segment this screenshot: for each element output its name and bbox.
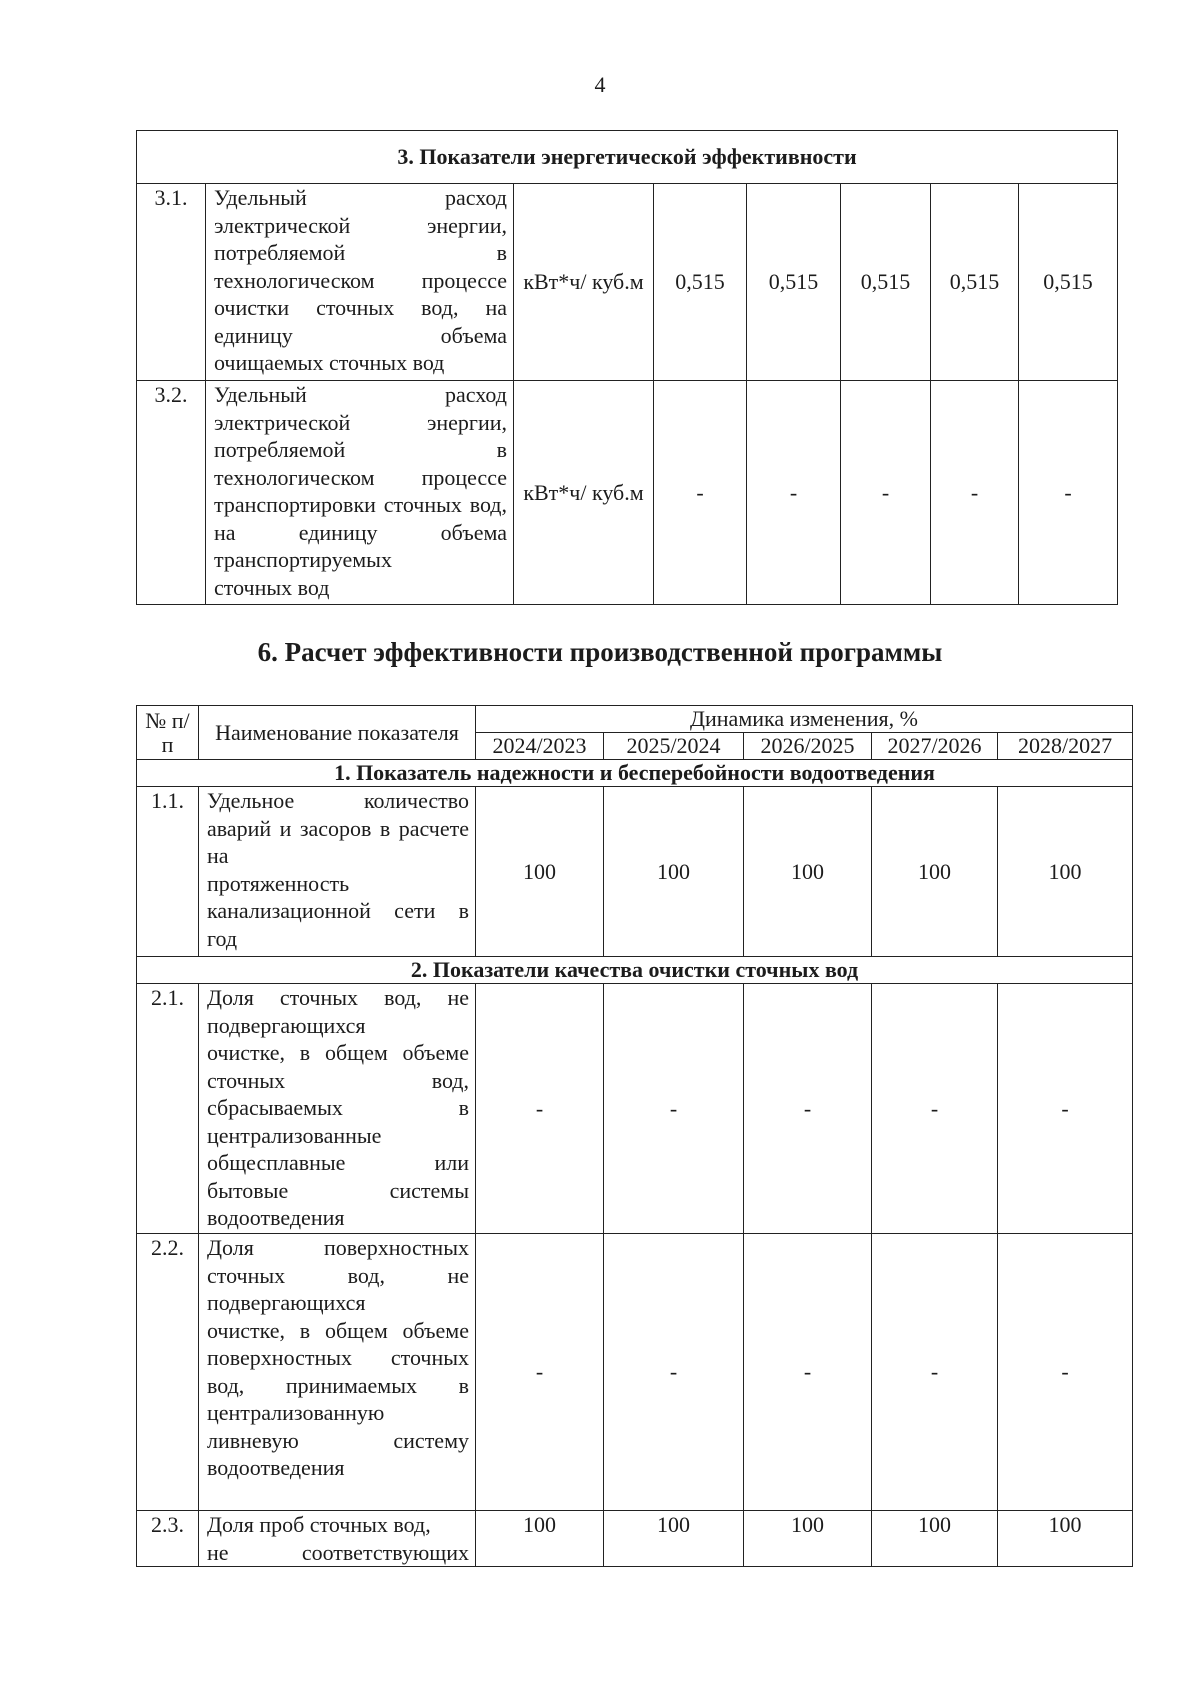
indicator-name: Доля проб сточных вод, не соответствующих	[199, 1511, 476, 1567]
value-cell: 100	[872, 1511, 998, 1567]
value-cell: 0,515	[1019, 184, 1118, 381]
row-number: 1.1.	[137, 787, 199, 957]
value-cell: 100	[998, 787, 1133, 957]
section-title-energy: 3. Показатели энергетической эффективности	[137, 131, 1118, 184]
section-title-reliability: 1. Показатель надежности и бесперебойности водоотведения	[137, 760, 1133, 787]
unit-cell: кВт*ч/ куб.м	[514, 381, 654, 605]
page-number: 4	[594, 72, 606, 97]
header-dynamics: Динамика изменения, %	[476, 706, 1133, 733]
value-cell: -	[841, 381, 931, 605]
value-cell: -	[744, 984, 872, 1234]
value-cell: -	[1019, 381, 1118, 605]
value-cell: -	[872, 984, 998, 1234]
value-cell: -	[872, 1234, 998, 1511]
value-cell: 100	[744, 787, 872, 957]
value-cell: -	[604, 1234, 744, 1511]
header-period: 2026/2025	[744, 733, 872, 760]
value-cell: 100	[476, 787, 604, 957]
value-cell: 100	[476, 1511, 604, 1567]
value-cell: 100	[744, 1511, 872, 1567]
value-cell: 0,515	[931, 184, 1019, 381]
row-number: 2.1.	[137, 984, 199, 1234]
header-name: Наименование показателя	[199, 706, 476, 760]
row-number: 3.2.	[137, 381, 206, 605]
value-cell: -	[998, 1234, 1133, 1511]
indicator-name: Удельное количество аварий и засоров в расчете на протяженность канализационной сети в год	[199, 787, 476, 957]
row-number: 2.3.	[137, 1511, 199, 1567]
value-cell: 100	[998, 1511, 1133, 1567]
value-cell: -	[654, 381, 747, 605]
section-title-quality: 2. Показатели качества очистки сточных вод	[137, 957, 1133, 984]
header-num: № п/п	[137, 706, 199, 760]
value-cell: -	[476, 1234, 604, 1511]
value-cell: -	[476, 984, 604, 1234]
value-cell: 100	[604, 1511, 744, 1567]
value-cell: 100	[872, 787, 998, 957]
value-cell: 100	[604, 787, 744, 957]
header-period: 2025/2024	[604, 733, 744, 760]
section-heading: 6. Расчет эффективности производственной программы	[257, 637, 943, 667]
energy-efficiency-table	[136, 130, 1118, 605]
value-cell: -	[931, 381, 1019, 605]
value-cell: -	[744, 1234, 872, 1511]
row-number: 2.2.	[137, 1234, 199, 1511]
indicator-name: Удельный расход электрической энергии, потребляемой в технологическом процессе транспортировки сточных вод, на единицу объема транспортируемых сточных вод	[206, 381, 514, 605]
header-period: 2024/2023	[476, 733, 604, 760]
value-cell: 0,515	[841, 184, 931, 381]
header-period: 2028/2027	[998, 733, 1133, 760]
value-cell: 0,515	[654, 184, 747, 381]
unit-cell: кВт*ч/ куб.м	[514, 184, 654, 381]
indicator-name: Доля сточных вод, не подвергающихся очистке, в общем объеме сточных вод, сбрасываемых в централизованные общесплавные или бытовые системы водоотведения	[199, 984, 476, 1234]
indicator-name: Удельный расход электрической энергии, потребляемой в технологическом процессе очистки сточных вод, на единицу объема очищаемых сточных вод	[206, 184, 514, 381]
program-efficiency-table	[136, 705, 1133, 1567]
row-number: 3.1.	[137, 184, 206, 381]
value-cell: -	[998, 984, 1133, 1234]
value-cell: -	[747, 381, 841, 605]
indicator-name: Доля поверхностных сточных вод, не подвергающихся очистке, в общем объеме поверхностных сточных вод, принимаемых в централизованную ливневую систему водоотведения	[199, 1234, 476, 1511]
header-period: 2027/2026	[872, 733, 998, 760]
value-cell: 0,515	[747, 184, 841, 381]
value-cell: -	[604, 984, 744, 1234]
